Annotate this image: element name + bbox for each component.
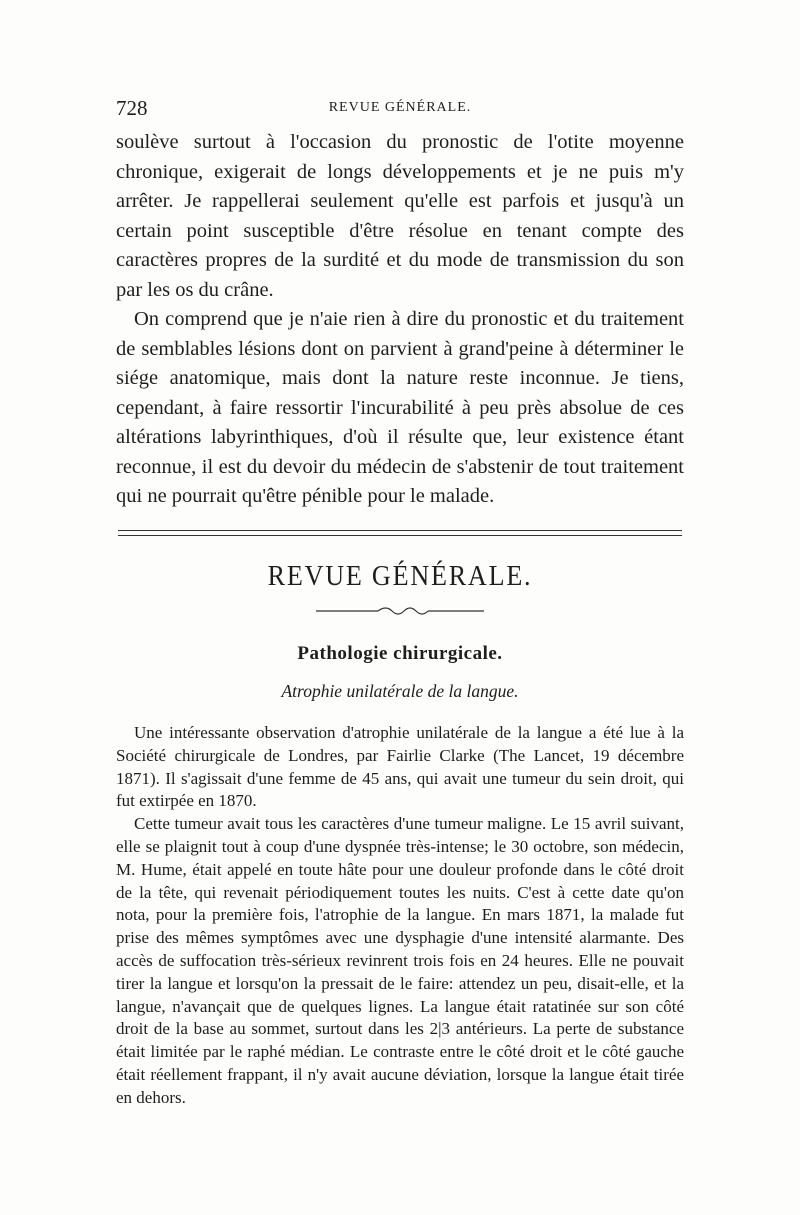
section-divider bbox=[118, 530, 682, 536]
continued-paragraph: On comprend que je n'aie rien à dire du pronostic et du traitement de semblables lésions dont on parvient à grand'peine à déterminer le siége anatomique, mais dont la nature reste inconnue. Je tiens, cependant, à faire ressortir l'incurabilité à peu près absolue de ces altérations labyrinthiques, d'où il résulte que, leur existence étant reconnue, il est du devoir du médecin de s'abstenir de tout traitement qui ne pourrait qu'être pénible pour le malade. bbox=[116, 308, 684, 507]
article-paragraph: Une intéressante observation d'atrophie unilatérale de la langue a été lue à la Société chirurgicale de Londres, par Fairlie Clarke (The Lancet, 19 décembre 1871). Il s'agissait d'une femme de 45 ans, qui avait une tumeur du sein droit, qui fut extirpée en 1870. bbox=[116, 723, 684, 811]
continued-paragraph: soulève surtout à l'occasion du pronostic de l'otite moyenne chronique, exigerait de longs développements et je ne puis m'y arrêter. Je rappellerai seulement qu'elle est parfois et jusqu'à un certain point susceptible d'être résolue en tenant compte des caractères propres de la surdité et du mode de transmission du son par les os du crâne. bbox=[116, 131, 684, 301]
ornament-divider bbox=[316, 604, 484, 618]
article-text bbox=[116, 722, 684, 1110]
continued-text bbox=[116, 128, 684, 512]
page-number: 728 bbox=[116, 96, 148, 120]
subsection-heading: Pathologie chirurgicale. bbox=[297, 643, 503, 664]
section-title: REVUE GÉNÉRALE. bbox=[267, 560, 533, 592]
article-title: Atrophie unilatérale de la langue. bbox=[281, 681, 519, 701]
article-paragraph: Cette tumeur avait tous les caractères d'une tumeur maligne. Le 15 avril suivant, elle se plaignit tout à coup d'une dyspnée très-intense; le 30 octobre, son médecin, M. Hume, était appelé en toute hâte pour une douleur profonde dans le côté droit de la tête, qui revenait périodiquement toutes les nuits. C'est à cette date qu'on nota, pour la première fois, l'atrophie de la langue. En mars 1871, la malade fut prise des mêmes symptômes avec une dysphagie d'une intensité alarmante. Des accès de suffocation très-sérieux revinrent trois fois en 24 heures. Elle ne pouvait tirer la langue et lorsqu'on la pressait de le faire: attendez un peu, disait-elle, et la langue, n'avançait que de quelques lignes. La langue était ratatinée sur son côté droit de la base au sommet, surtout dans les 2|3 antérieurs. La perte de substance était limitée par le raphé médian. Le contraste entre le côté droit et le côté gauche était réellement frappant, il n'y avait aucune déviation, lorsque la langue était tirée en dehors. bbox=[116, 814, 684, 1107]
running-head bbox=[116, 96, 684, 122]
running-title: REVUE GÉNÉRALE. bbox=[328, 100, 472, 115]
